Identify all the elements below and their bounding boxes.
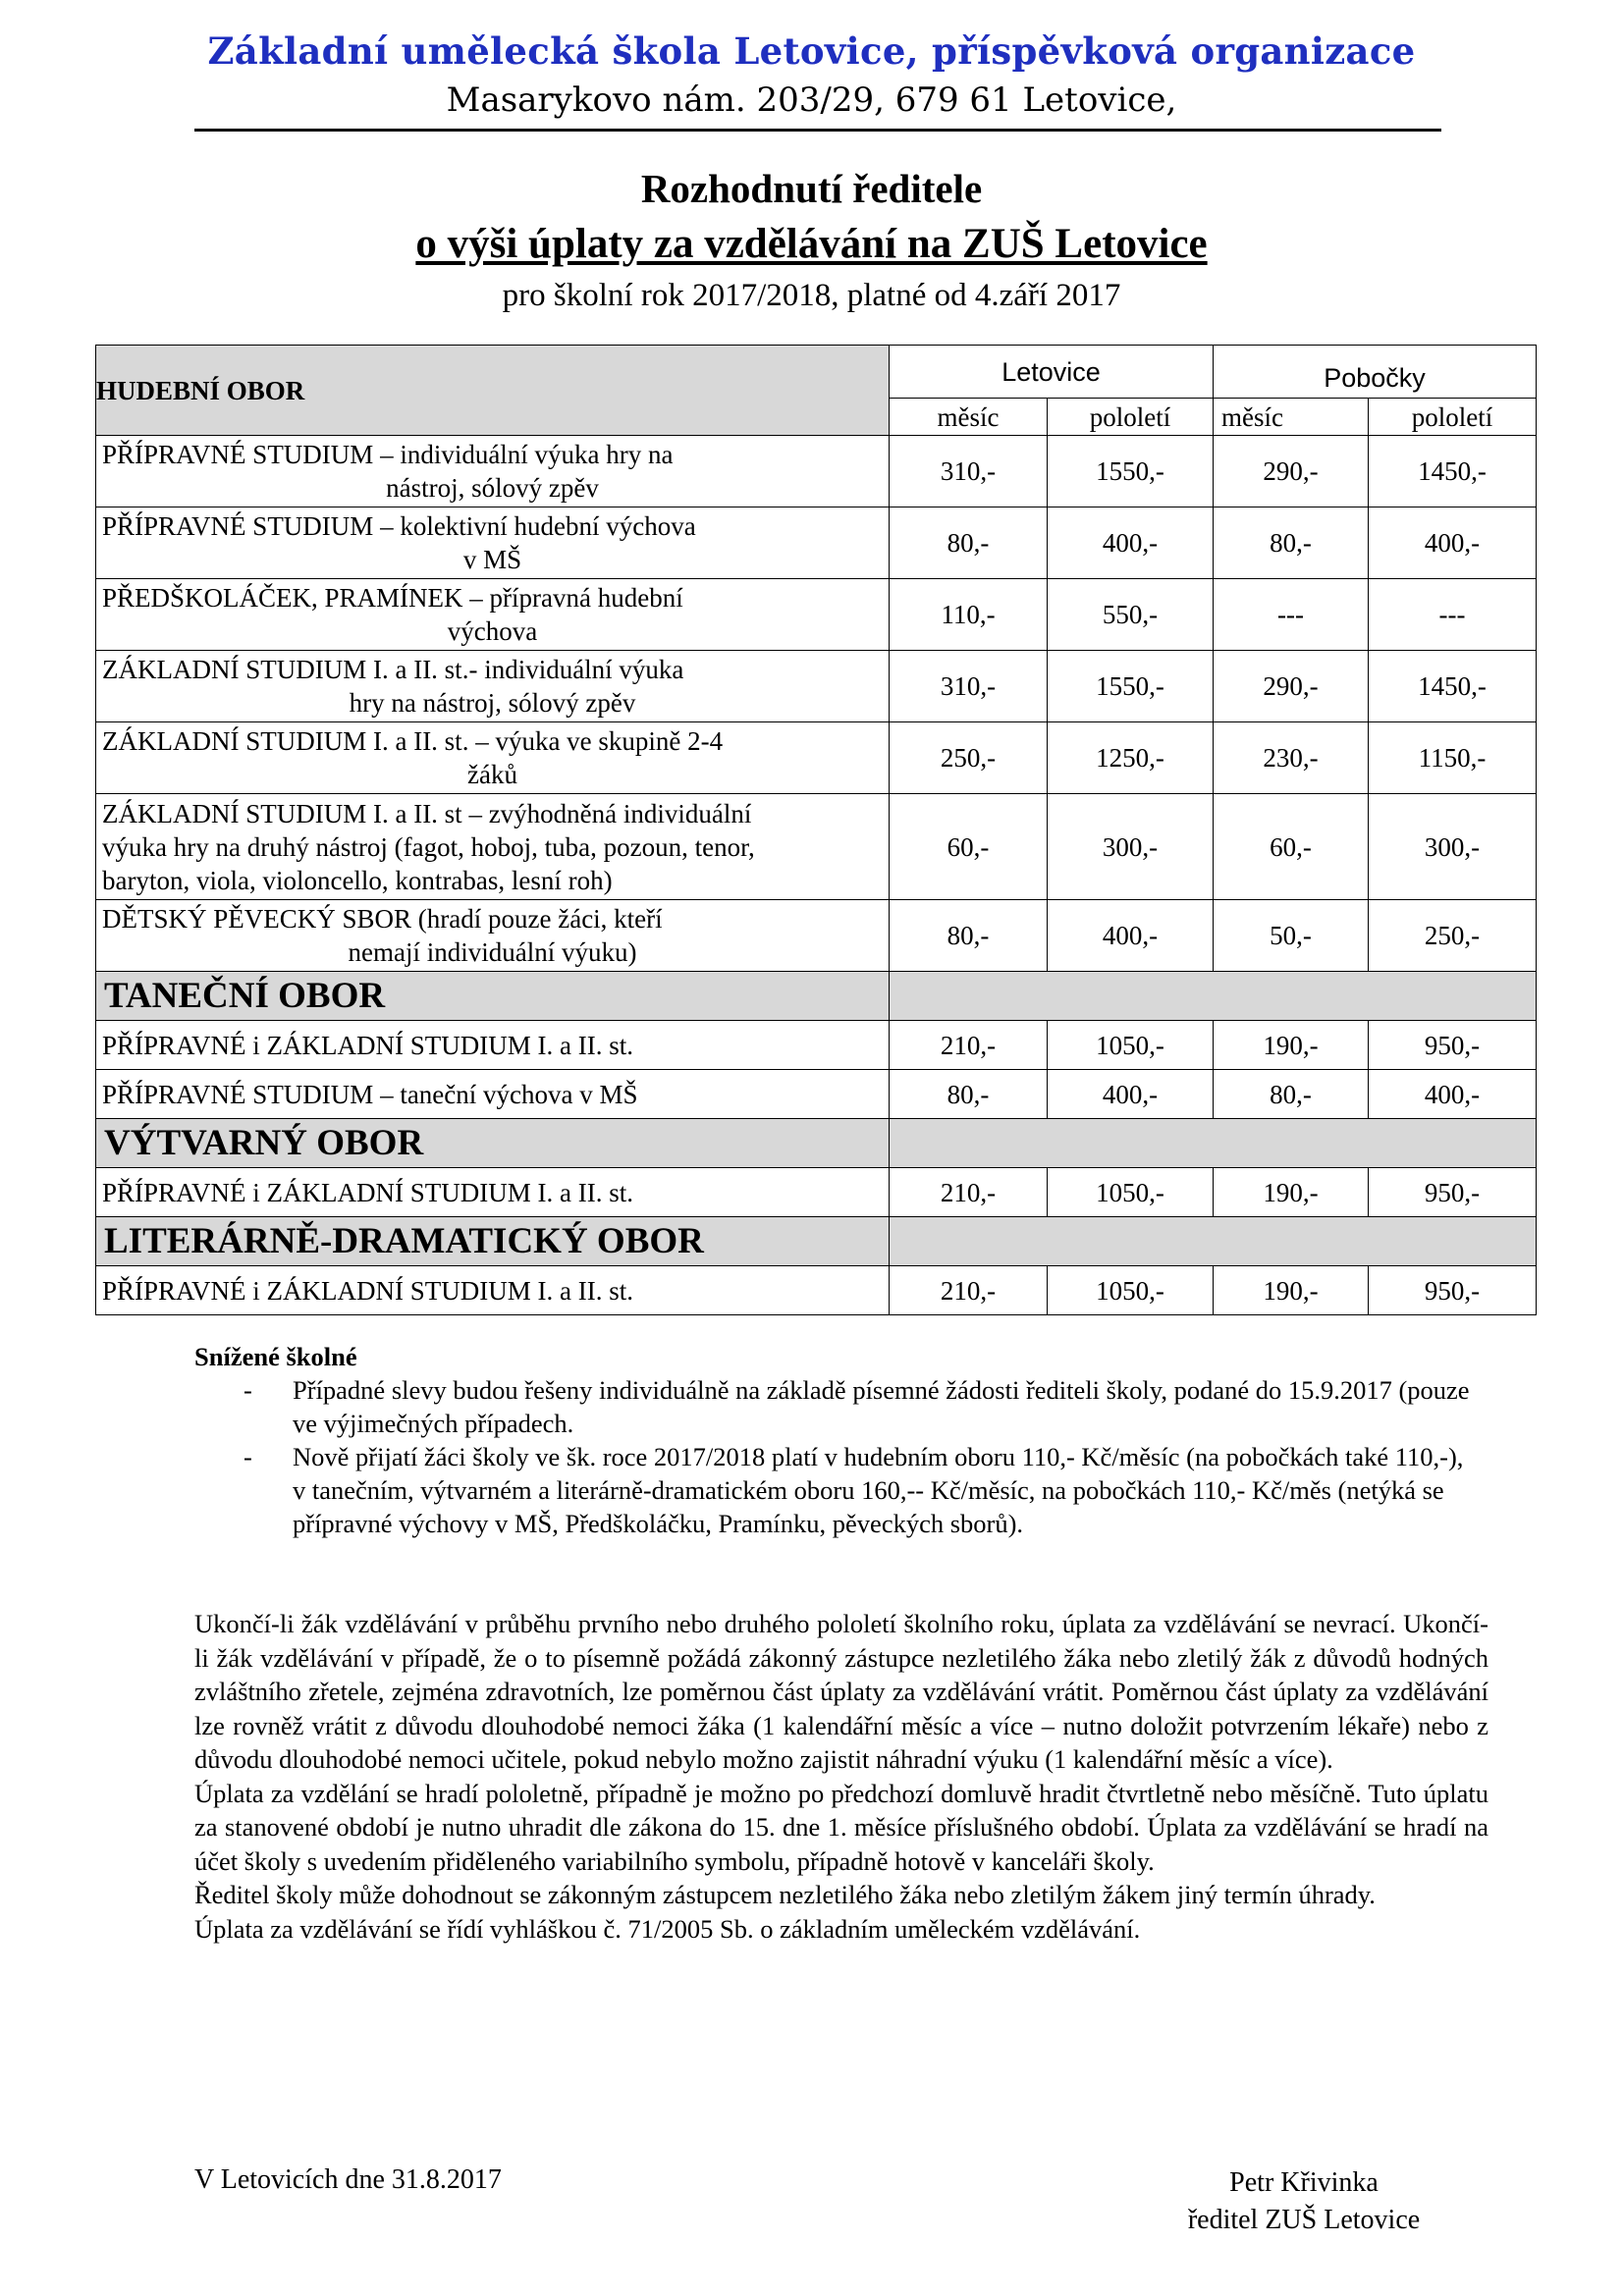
fee-value: 310,-: [890, 436, 1048, 507]
fee-value: 1050,-: [1048, 1266, 1214, 1315]
paragraph: Ukončí-li žák vzdělávání v průběhu prvního nebo druhého pololetí školního roku, úplata za vzdělávání se nevrací. Ukončí-li žák vzdělávání v případě, že o to písemně požádá zákonný zástupce nezletilého žáka nebo zletilý žák z důvodů hodných zvláštního zřetele, zejména zdravotních, lze poměrnou část úplaty za vzdělávání vrátit. Poměrnou část úplaty za vzdělávání lze rovněž vrátit z důvodu dlouhodobé nemoci žáka (1 kalendářní měsíc a více – nutno doložit potvrzením lékaře) nebo z důvodu dlouhodobé nemoci učitele, pokud nebylo možno zajistit náhradní výuku (1 kalendářní měsíc a více).: [194, 1609, 1488, 1774]
fee-value: 60,-: [1214, 794, 1369, 900]
school-name: Základní umělecká škola Letovice, příspěvková organizace: [207, 29, 1416, 73]
fee-value: 290,-: [1214, 651, 1369, 722]
fee-value: 1050,-: [1048, 1168, 1214, 1217]
list-item: - Nově přijatí žáci školy ve šk. roce 2017/2018 platí v hudebním oboru 110,- Kč/měsíc (na pobočkách také 110,-), v tanečním, výtvarném a literárně-dramatickém oboru 160,-- Kč/měsíc, na pobočkách 110,- Kč/měs (netýká se přípravné výchovy v MŠ, Předškoláčku, Pramínku, pěveckých sborů).: [243, 1442, 1464, 1538]
signatory-role: ředitel ZUŠ Letovice: [1187, 2205, 1421, 2235]
fee-table: [95, 345, 1537, 1315]
table-header-row: [96, 346, 1537, 399]
row-description: PŘÍPRAVNÉ STUDIUM – taneční výchova v MŠ: [96, 1070, 890, 1119]
fee-value: 1550,-: [1048, 651, 1214, 722]
fee-value: 210,-: [890, 1266, 1048, 1315]
fee-value: 190,-: [1214, 1266, 1369, 1315]
fee-value: 300,-: [1048, 794, 1214, 900]
fee-value: 80,-: [890, 507, 1048, 579]
row-description: ZÁKLADNÍ STUDIUM I. a II. st – zvýhodněná individuální výuka hry na druhý nástroj (fagot, hoboj, tuba, pozoun, tenor, baryton, viola, violoncello, kontrabas, lesní roh): [96, 794, 890, 900]
fee-value: 210,-: [890, 1168, 1048, 1217]
table-row: [96, 1021, 1537, 1070]
subcol-pobocky-pololeti: pololetí: [1369, 399, 1537, 436]
section-row: [96, 972, 1537, 1021]
section-fill: [890, 1217, 1537, 1266]
school-address: Masarykovo nám. 203/29, 679 61 Letovice,: [446, 80, 1177, 120]
section-row: [96, 1119, 1537, 1168]
fee-value: 230,-: [1214, 722, 1369, 794]
reduced-fees-title: Snížené školné: [194, 1342, 357, 1371]
fee-value: 400,-: [1369, 507, 1537, 579]
document-subtitle: o výši úplaty za vzdělávání na ZUŠ Letovice: [415, 221, 1208, 267]
signatory-name: Petr Křivinka: [1229, 2167, 1379, 2198]
table-row: [96, 436, 1537, 507]
fee-value: 190,-: [1214, 1168, 1369, 1217]
subcol-letovice-pololeti: pololetí: [1048, 399, 1214, 436]
table-row: [96, 651, 1537, 722]
column-letovice: Letovice: [890, 346, 1214, 399]
fee-value: 80,-: [1214, 507, 1369, 579]
fee-value: 110,-: [890, 579, 1048, 651]
fee-value: 1450,-: [1369, 651, 1537, 722]
table-row: [96, 1168, 1537, 1217]
table-row: [96, 722, 1537, 794]
row-description: PŘÍPRAVNÉ STUDIUM – kolektivní hudební výchova v MŠ: [96, 507, 890, 579]
fee-rules-text: [194, 1607, 1488, 1946]
table-row: [96, 579, 1537, 651]
fee-value: 400,-: [1369, 1070, 1537, 1119]
section-art-heading: VÝTVARNÝ OBOR: [96, 1119, 890, 1168]
section-row: [96, 1217, 1537, 1266]
row-description: ZÁKLADNÍ STUDIUM I. a II. st. – výuka ve skupině 2-4 žáků: [96, 722, 890, 794]
subcol-letovice-mesic: měsíc: [890, 399, 1048, 436]
fee-value: 400,-: [1048, 1070, 1214, 1119]
fee-value: 950,-: [1369, 1168, 1537, 1217]
place-and-date: V Letovicích dne 31.8.2017: [194, 2164, 502, 2195]
fee-value: 400,-: [1048, 507, 1214, 579]
table-row: [96, 1266, 1537, 1315]
table-row: [96, 1070, 1537, 1119]
fee-value: 80,-: [890, 1070, 1048, 1119]
row-description: PŘÍPRAVNÉ i ZÁKLADNÍ STUDIUM I. a II. st.: [96, 1266, 890, 1315]
fee-value: ---: [1369, 579, 1537, 651]
table-row: [96, 794, 1537, 900]
fee-value: 1550,-: [1048, 436, 1214, 507]
header-divider: [194, 129, 1441, 132]
fee-value: 250,-: [890, 722, 1048, 794]
fee-value: 950,-: [1369, 1266, 1537, 1315]
fee-value: 190,-: [1214, 1021, 1369, 1070]
section-music-heading: HUDEBNÍ OBOR: [96, 346, 890, 436]
row-description: PŘÍPRAVNÉ i ZÁKLADNÍ STUDIUM I. a II. st.: [96, 1168, 890, 1217]
table-row: [96, 900, 1537, 972]
fee-value: 310,-: [890, 651, 1048, 722]
paragraph: Úplata za vzdělání se hradí pololetně, případně je možno po předchozí domluvě hradit čtvrtletně nebo měsíčně. Tuto úplatu za stanovené období je nutno uhradit dle zákona do 15. dne 1. měsíce příslušného období. Úplata za vzdělávání se hradí na účet školy s uvedením přiděleného variabilního symbolu, případně hotově v kanceláři školy.: [194, 1778, 1488, 1876]
section-fill: [890, 972, 1537, 1021]
fee-value: 300,-: [1369, 794, 1537, 900]
fee-value: 60,-: [890, 794, 1048, 900]
list-item: - Případné slevy budou řešeny individuálně na základě písemné žádosti řediteli školy, podané do 15.9.2017 (pouze ve výjimečných případech.: [243, 1375, 1470, 1438]
document-title: Rozhodnutí ředitele: [640, 166, 983, 211]
fee-value: ---: [1214, 579, 1369, 651]
section-drama-heading: LITERÁRNĚ-DRAMATICKÝ OBOR: [96, 1217, 890, 1266]
section-fill: [890, 1119, 1537, 1168]
fee-value: 1250,-: [1048, 722, 1214, 794]
fee-value: 290,-: [1214, 436, 1369, 507]
fee-value: 1150,-: [1369, 722, 1537, 794]
row-description: PŘÍPRAVNÉ STUDIUM – individuální výuka hry na nástroj, sólový zpěv: [96, 436, 890, 507]
row-description: PŘÍPRAVNÉ i ZÁKLADNÍ STUDIUM I. a II. st.: [96, 1021, 890, 1070]
reduced-fees-list: [194, 1373, 1481, 1540]
fee-value: 1450,-: [1369, 436, 1537, 507]
row-description: PŘEDŠKOLÁČEK, PRAMÍNEK – přípravná hudební výchova: [96, 579, 890, 651]
column-pobocky: Pobočky: [1214, 346, 1537, 399]
reduced-fees-section: [194, 1340, 1481, 1540]
signature-block: [1157, 2164, 1451, 2239]
row-description: ZÁKLADNÍ STUDIUM I. a II. st.- individuální výuka hry na nástroj, sólový zpěv: [96, 651, 890, 722]
fee-value: 80,-: [1214, 1070, 1369, 1119]
fee-value: 550,-: [1048, 579, 1214, 651]
paragraph: Úplata za vzdělávání se řídí vyhláškou č. 71/2005 Sb. o základním uměleckém vzdělávání.: [194, 1913, 1141, 1944]
fee-value: 400,-: [1048, 900, 1214, 972]
row-description: DĚTSKÝ PĚVECKÝ SBOR (hradí pouze žáci, kteří nemají individuální výuku): [96, 900, 890, 972]
fee-value: 250,-: [1369, 900, 1537, 972]
section-dance-heading: TANEČNÍ OBOR: [96, 972, 890, 1021]
fee-value: 950,-: [1369, 1021, 1537, 1070]
fee-value: 80,-: [890, 900, 1048, 972]
document-validity: pro školní rok 2017/2018, platné od 4.září 2017: [502, 278, 1121, 313]
fee-value: 1050,-: [1048, 1021, 1214, 1070]
paragraph: Ředitel školy může dohodnout se zákonným zástupcem nezletilého žáka nebo zletilým žákem jiný termín úhrady.: [194, 1880, 1376, 1909]
table-row: [96, 507, 1537, 579]
fee-value: 50,-: [1214, 900, 1369, 972]
subcol-pobocky-mesic: měsíc: [1214, 399, 1369, 436]
fee-value: 210,-: [890, 1021, 1048, 1070]
